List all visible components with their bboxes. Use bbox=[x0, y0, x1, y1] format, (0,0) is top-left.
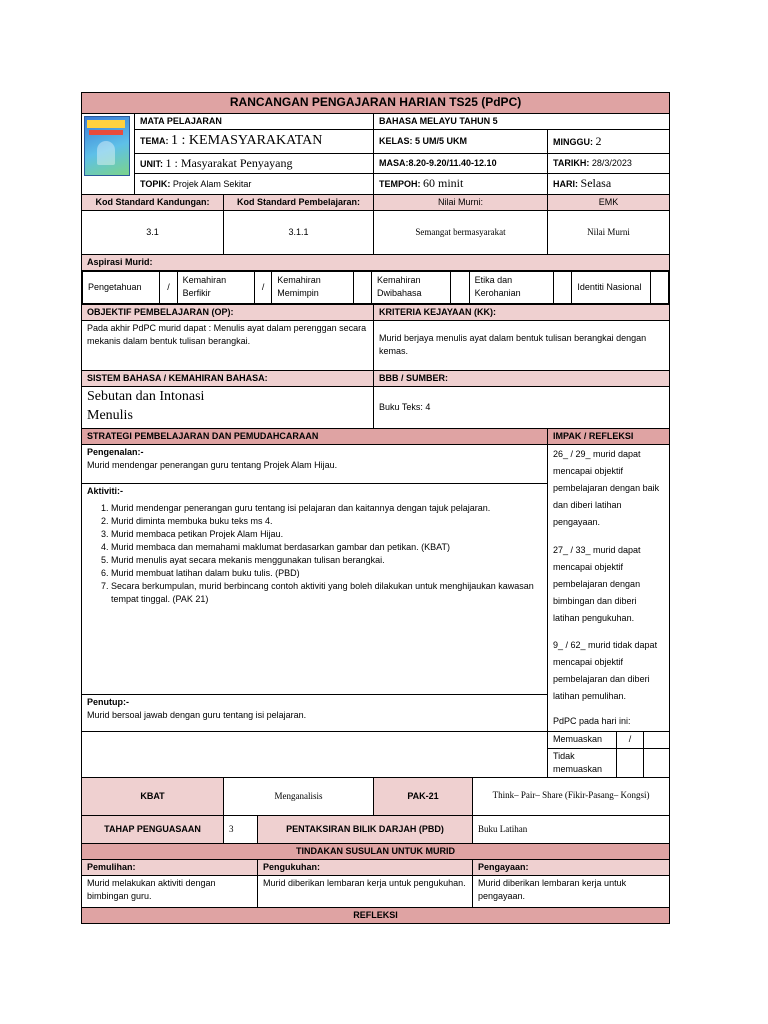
aspirasi-item: Kemahiran Dwibahasa bbox=[371, 271, 450, 303]
topik-label: TOPIK: bbox=[140, 178, 171, 189]
aktiviti-item: 6. Murid membuat latihan dalam buku tulis. (PBD) bbox=[111, 567, 542, 580]
tidak-memuaskan-label: Tidak memuaskan bbox=[548, 748, 617, 777]
minggu-value: 2 bbox=[595, 133, 602, 148]
textbook-cover-icon bbox=[84, 116, 130, 176]
emk-value: Nilai Murni bbox=[548, 210, 670, 254]
pemulihan-label: Pemulihan: bbox=[82, 859, 258, 875]
aspirasi-checkbox[interactable] bbox=[451, 271, 469, 303]
tema-value: 1 : KEMASYARAKATAN bbox=[171, 133, 323, 149]
memuaskan-label: Memuaskan bbox=[548, 732, 617, 748]
pengenalan-label: Pengenalan:- bbox=[87, 447, 144, 458]
impak-text: 26_ / 29_ murid dapat mencapai objektif pembelajaran dengan baik dan diberi latihan pengayaan. bbox=[553, 449, 660, 528]
impak-text: 27_ / 33_ murid dapat mencapai objektif pembelajaran dengan bimbingan dan diberi latihan pengukuhan. bbox=[553, 544, 641, 623]
aktiviti-label: Aktiviti:- bbox=[87, 485, 123, 496]
impak-text: 9_ / 62_ murid tidak dapat mencapai objektif pembelajaran dan diberi latihan pemulihan. bbox=[553, 640, 658, 702]
sistem-bahasa-label: SISTEM BAHASA / KEMAHIRAN BAHASA: bbox=[82, 370, 374, 386]
tarikh-label: TARIKH: bbox=[553, 158, 590, 169]
refleksi-label: REFLEKSI bbox=[82, 907, 670, 923]
ksp-label: Kod Standard Pembelajaran: bbox=[224, 194, 374, 210]
topik-value: Projek Alam Sekitar bbox=[172, 178, 252, 189]
aspirasi-item: Pengetahuan bbox=[83, 271, 160, 303]
kk-label: KRITERIA KEJAYAAN (KK): bbox=[374, 304, 670, 320]
kelas-value: KELAS: 5 UM/5 UKM bbox=[374, 130, 548, 154]
aspirasi-checkbox[interactable] bbox=[650, 271, 668, 303]
pemulihan-text: Murid melakukan aktiviti dengan bimbingan guru. bbox=[82, 875, 258, 907]
memuaskan-checkbox[interactable]: / bbox=[617, 732, 644, 748]
masa-value: MASA:8.20-9.20/11.40-12.10 bbox=[374, 154, 548, 174]
aspirasi-item: Etika dan Kerohanian bbox=[469, 271, 553, 303]
kbat-value: Menganalisis bbox=[224, 777, 374, 815]
pengayaan-text: Murid diberikan lembaran kerja untuk pengayaan. bbox=[473, 875, 670, 907]
penutup-text: Murid bersoal jawab dengan guru tentang isi pelajaran. bbox=[87, 709, 307, 720]
aspirasi-label: Aspirasi Murid: bbox=[82, 254, 670, 270]
tidak-memuaskan-checkbox[interactable] bbox=[617, 748, 644, 777]
ksk-label: Kod Standard Kandungan: bbox=[82, 194, 224, 210]
nilai-label: Nilai Murni: bbox=[374, 194, 548, 210]
aktiviti-item: 4. Murid membaca dan memahami maklumat berdasarkan gambar dan petikan. (KBAT) bbox=[111, 541, 542, 554]
pengukuhan-label: Pengukuhan: bbox=[258, 859, 473, 875]
aktiviti-item: 7. Secara berkumpulan, murid berbincang contoh aktiviti yang boleh dilakukan untuk menghijaukan kawasan tempat tinggal. (PAK 21) bbox=[111, 580, 542, 606]
bbb-label: BBB / SUMBER: bbox=[374, 370, 670, 386]
aspirasi-checkbox[interactable]: / bbox=[254, 271, 271, 303]
emk-label: EMK bbox=[548, 194, 670, 210]
unit-value: 1 : Masyarakat Penyayang bbox=[165, 156, 293, 171]
mata-pelajaran-label: MATA PELAJARAN bbox=[135, 114, 374, 130]
op-text: Pada akhir PdPC murid dapat : Menulis ayat dalam perenggan secara mekanis dalam bentuk tulisan berangkai. bbox=[82, 320, 374, 370]
strategi-label: STRATEGI PEMBELAJARAN DAN PEMUDAHCARAAN bbox=[82, 429, 548, 445]
pbd-label: PENTAKSIRAN BILIK DARJAH (PBD) bbox=[258, 815, 473, 843]
impak-label: IMPAK / REFLEKSI bbox=[548, 429, 670, 445]
lesson-plan-sheet bbox=[81, 92, 669, 924]
tempoh-value: 60 minit bbox=[423, 176, 464, 191]
aktiviti-item: 1. Murid mendengar penerangan guru tentang isi pelajaran dan kaitannya dengan tajuk pelajaran. bbox=[111, 502, 542, 515]
page-title: RANCANGAN PENGAJARAN HARIAN TS25 (PdPC) bbox=[82, 93, 670, 114]
aktiviti-item: 2. Murid diminta membuka buku teks ms 4. bbox=[111, 515, 542, 528]
nilai-value: Semangat bermasyarakat bbox=[374, 210, 548, 254]
penutup-label: Penutup:- bbox=[87, 696, 129, 707]
aktiviti-item: 3. Murid membaca petikan Projek Alam Hijau. bbox=[111, 528, 542, 541]
ksk-value: 3.1 bbox=[82, 210, 224, 254]
aspirasi-item: Kemahiran Memimpin bbox=[272, 271, 353, 303]
ksp-value: 3.1.1 bbox=[224, 210, 374, 254]
kbat-label: KBAT bbox=[82, 777, 224, 815]
sistem-bahasa-line: Menulis bbox=[87, 407, 133, 423]
aktiviti-list bbox=[87, 502, 542, 606]
aspirasi-table bbox=[82, 271, 669, 304]
pengukuhan-text: Murid diberikan lembaran kerja untuk pengukuhan. bbox=[258, 875, 473, 907]
aspirasi-item: Kemahiran Berfikir bbox=[177, 271, 254, 303]
hari-value: Selasa bbox=[580, 176, 612, 191]
subject-value: BAHASA MELAYU TAHUN 5 bbox=[374, 114, 670, 130]
pbd-value: Buku Latihan bbox=[473, 815, 670, 843]
aspirasi-checkbox[interactable] bbox=[353, 271, 371, 303]
pak21-value: Think– Pair– Share (Fikir-Pasang– Kongsi) bbox=[473, 777, 670, 815]
pengenalan-text: Murid mendengar penerangan guru tentang Projek Alam Hijau. bbox=[87, 460, 338, 471]
unit-label: UNIT: bbox=[140, 159, 163, 170]
hari-label: HARI: bbox=[553, 179, 578, 190]
bbb-value: Buku Teks: 4 bbox=[374, 387, 670, 429]
textbook-cover bbox=[82, 114, 135, 195]
aspirasi-item: Identiti Nasional bbox=[572, 271, 650, 303]
tarikh-value: 28/3/2023 bbox=[591, 158, 632, 169]
aspirasi-checkbox[interactable]: / bbox=[160, 271, 177, 303]
minggu-label: MINGGU: bbox=[553, 136, 593, 147]
aspirasi-checkbox[interactable] bbox=[554, 271, 572, 303]
tahap-value: 3 bbox=[224, 815, 258, 843]
aktiviti-item: 5. Murid menulis ayat secara mekanis menggunakan tulisan berangkai. bbox=[111, 554, 542, 567]
pengayaan-label: Pengayaan: bbox=[473, 859, 670, 875]
tahap-label: TAHAP PENGUASAAN bbox=[82, 815, 224, 843]
kk-text: Murid berjaya menulis ayat dalam bentuk tulisan berangkai dengan kemas. bbox=[374, 320, 670, 370]
pak21-label: PAK-21 bbox=[374, 777, 473, 815]
pdpc-label: PdPC pada hari ini: bbox=[553, 716, 631, 727]
tindakan-label: TINDAKAN SUSULAN UNTUK MURID bbox=[82, 843, 670, 859]
op-label: OBJEKTIF PEMBELAJARAN (OP): bbox=[82, 304, 374, 320]
lesson-plan-table bbox=[81, 92, 670, 924]
sistem-bahasa-line: Sebutan dan Intonasi bbox=[87, 389, 205, 405]
tema-label: TEMA: bbox=[140, 136, 169, 147]
tempoh-label: TEMPOH: bbox=[379, 179, 421, 190]
